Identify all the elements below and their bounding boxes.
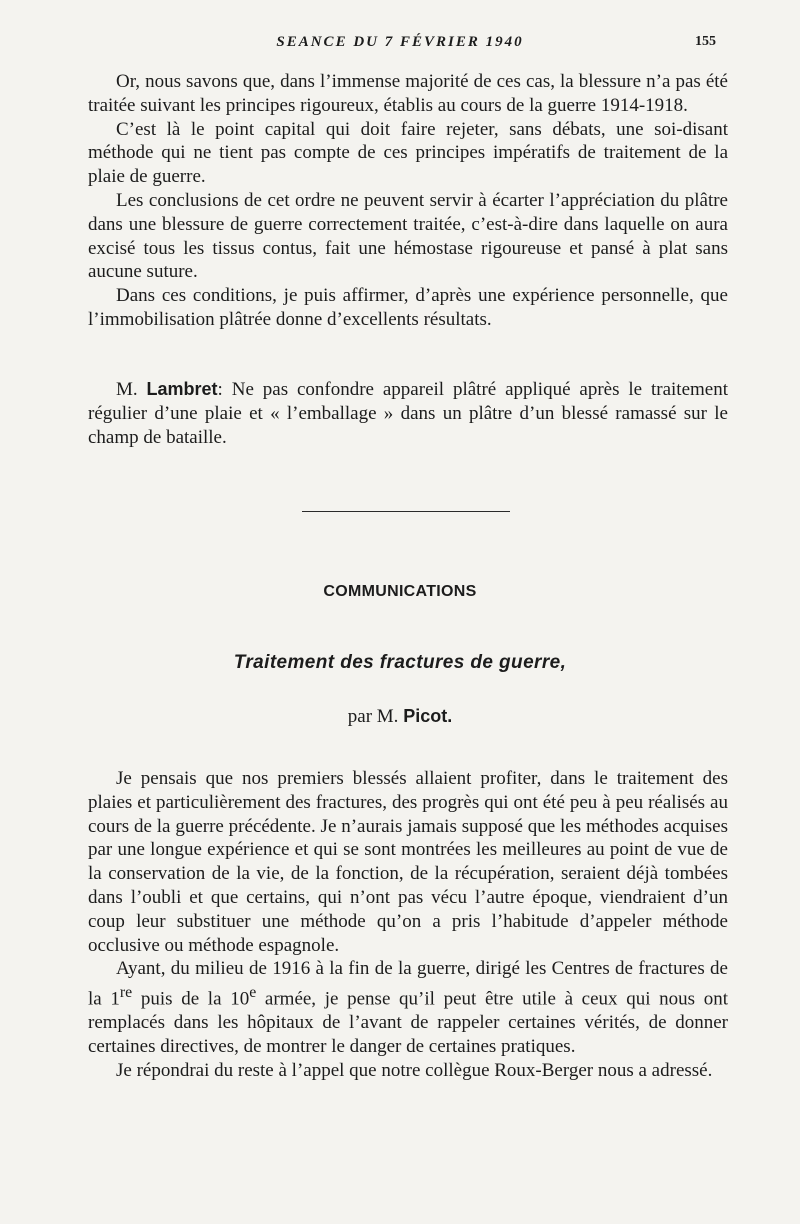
speaker-prefix: M. xyxy=(116,379,147,400)
army-text-after: armée, je pense qu’il peut être utile à ceux qui nous ont remplacés dans les hôpitaux de l’avant de rappeler certaines vérités, de donner certaines directives, de montrer le danger de certaines pratiques. xyxy=(88,988,729,1058)
army-text-before: Ayant, du milieu de 1916 à la fin de la guerre, dirigé les Centres de fractures de la 1 xyxy=(88,958,728,1010)
author-name: Picot. xyxy=(403,706,453,726)
paragraph: Les conclusions de cet ordre ne peuvent servir à écarter l’appréciation du plâtre dans une blessure de guerre correctement traitée, c’est-à-dire dans laquelle on aura excisé tous les tissus contus, fait une hémostase rigoureuse et pansé à plat sans aucune suture. xyxy=(88,189,728,283)
article-author xyxy=(0,706,800,728)
speaker-name: Lambret xyxy=(146,379,218,399)
page-header xyxy=(88,34,716,56)
army-text-middle: puis de la 10 xyxy=(132,988,250,1010)
intervention xyxy=(88,378,728,449)
paragraph: Je pensais que nos premiers blessés allaient profiter, dans le traitement des plaies et particulièrement des fractures, des progrès qui ont été peu à peu réalisés au cours de la guerre précédente. Je n’aurais jamais supposé que les méthodes acquises par une longue expérience et qui se sont montrées les meilleures au point de vue de la conservation de la vie, de la fonction, de la récupération, seraient déjà tombées dans l’oubli et que certains, qui n’ont pas vécu l’autre époque, viendraient d’un coup leur substituer une méthode qu’on a pris l’habitude d’appeler méthode occlusive ou méthode espagnole. xyxy=(88,768,728,956)
paragraph: Or, nous savons que, dans l’immense majorité de ces cas, la blessure n’a pas été traitée suivant les principes rigoureux, établis au cours de la guerre 1914-1918. xyxy=(88,71,728,116)
paragraph: C’est là le point capital qui doit faire rejeter, sans débats, une soi-disant méthode qui ne tient pas compte de ces principes impératifs de traitement de la plaie de guerre. xyxy=(88,118,728,188)
intervention-paragraph xyxy=(88,378,728,449)
running-title: SEANCE DU 7 FÉVRIER 1940 xyxy=(276,34,524,50)
article-body xyxy=(88,767,728,1083)
paragraph: Je répondrai du reste à l’appel que notre collègue Roux-Berger nous a adressé. xyxy=(116,1059,713,1081)
intervention-text: Ne pas confondre appareil plâtré appliqué après le traitement régulier d’une plaie et « l’emballage » dans un plâtre d’un blessé ramassé sur le champ de bataille. xyxy=(88,379,728,448)
superscript-first: re xyxy=(119,984,133,1002)
speaker-separator: : xyxy=(217,379,232,400)
article-title: Traitement des fractures de guerre, xyxy=(233,652,567,673)
superscript-tenth: e xyxy=(249,984,257,1002)
discussion-text xyxy=(88,70,728,332)
author-prefix: par M. xyxy=(347,706,404,727)
section-title: COMMUNICATIONS xyxy=(323,583,477,600)
page-number: 155 xyxy=(695,34,716,49)
paragraph: Dans ces conditions, je puis affirmer, d’après une expérience personnelle, que l’immobilisation plâtrée donne d’excellents résultats. xyxy=(88,285,728,330)
paragraph xyxy=(88,957,728,1059)
section-divider xyxy=(302,511,510,512)
